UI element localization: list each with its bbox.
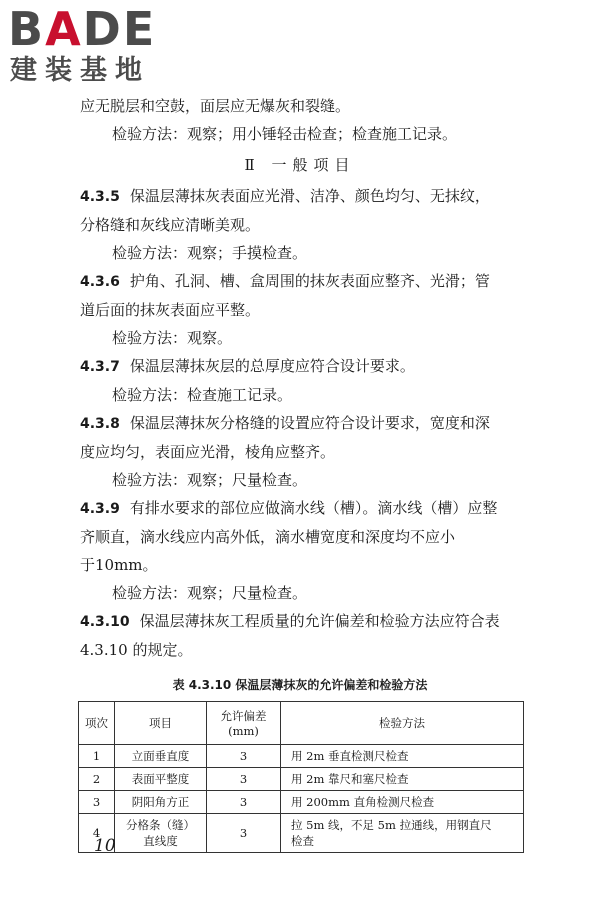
logo-subtitle: 建装基地 (10, 55, 150, 86)
table-row (79, 814, 524, 853)
clause-text: 保温层薄抹灰表面应光滑、洁净、颜色均匀、无抹纹， (129, 187, 490, 205)
clause-text: 保温层薄抹灰工程质量的允许偏差和检验方法应符合表 (139, 612, 500, 630)
table-row (79, 791, 524, 814)
clause-text-continued: 道后面的抹灰表面应平整。 (80, 301, 261, 319)
row-index: 1 (79, 745, 115, 768)
clause-text-continued: 4.3.10 的规定。 (80, 641, 193, 659)
clause-4-3-7 (80, 352, 520, 381)
row-item-line2: 直线度 (143, 834, 178, 848)
logo-brand-text: BADE (8, 2, 157, 56)
section-title: Ⅱ 一般项目 (244, 156, 356, 174)
clause-number: 4.3.9 (80, 501, 120, 517)
row-tolerance: 3 (207, 768, 281, 791)
row-index: 3 (79, 791, 115, 814)
clause-4-3-5 (80, 182, 520, 211)
row-method: 用 2m 靠尺和塞尺检查 (281, 768, 524, 791)
clause-method: 检验方法：检查施工记录。 (112, 386, 293, 404)
clause-method: 检验方法：观察。 (112, 329, 233, 347)
table-caption: 表 4.3.10 保温层薄抹灰的允许偏差和检验方法 (172, 678, 428, 692)
table-row (79, 745, 524, 768)
row-item: 表面平整度 (115, 768, 207, 791)
clause-4-3-10 (80, 607, 520, 636)
lead-text: 应无脱层和空鼓，面层应无爆灰和裂缝。 (80, 97, 351, 115)
clause-text: 保温层薄抹灰层的总厚度应符合设计要求。 (129, 357, 415, 375)
header-tolerance-unit: (mm) (228, 724, 259, 738)
clause-4-3-6 (80, 267, 520, 296)
header-tolerance-label: 允许偏差 (220, 709, 267, 723)
row-method (281, 814, 524, 853)
row-method-line1: 拉 5m 线，不足 5m 拉通线，用钢直尺 (291, 818, 492, 832)
row-tolerance: 3 (207, 814, 281, 853)
clause-number: 4.3.8 (80, 416, 120, 432)
clause-method: 检验方法：观察；尺量检查。 (112, 584, 308, 602)
row-index: 4 (79, 814, 115, 853)
header-tolerance (207, 702, 281, 745)
header-index: 项次 (79, 702, 115, 745)
clause-text-continued: 齐顺直，滴水线应内高外低，滴水槽宽度和深度均不应小 (80, 528, 456, 546)
clause-method: 检验方法：观察；手摸检查。 (112, 244, 308, 262)
clause-text-continued: 分格缝和灰线应清晰美观。 (80, 216, 261, 234)
brand-logo (8, 4, 156, 88)
clause-number: 4.3.10 (80, 614, 130, 630)
page-content (80, 92, 520, 853)
clause-text: 护角、孔洞、槽、盒周围的抹灰表面应整齐、光滑；管 (129, 272, 490, 290)
row-index: 2 (79, 768, 115, 791)
row-item: 立面垂直度 (115, 745, 207, 768)
page-number: 10 (94, 836, 116, 856)
clause-text-continued: 度应均匀，表面应光滑，棱角应整齐。 (80, 443, 336, 461)
clause-text: 保温层薄抹灰分格缝的设置应符合设计要求，宽度和深 (129, 414, 490, 432)
row-method: 用 200mm 直角检测尺检查 (281, 791, 524, 814)
row-tolerance: 3 (207, 745, 281, 768)
lead-method: 检验方法：观察；用小锤轻击检查；检查施工记录。 (112, 125, 458, 143)
clause-text: 有排水要求的部位应做滴水线（槽）。滴水线（槽）应整 (129, 499, 498, 517)
clause-number: 4.3.6 (80, 274, 120, 290)
clause-4-3-9 (80, 494, 520, 523)
tolerance-table (78, 701, 524, 853)
clause-number: 4.3.7 (80, 359, 120, 375)
header-method: 检验方法 (281, 702, 524, 745)
clause-4-3-8 (80, 409, 520, 438)
row-item-line1: 分格条（缝） (126, 818, 195, 832)
clause-text-continued: 于10mm。 (80, 556, 158, 574)
row-item: 阴阳角方正 (115, 791, 207, 814)
row-method: 用 2m 垂直检测尺检查 (281, 745, 524, 768)
table-row (79, 768, 524, 791)
table-header-row (79, 702, 524, 745)
clause-method: 检验方法：观察；尺量检查。 (112, 471, 308, 489)
row-method-line2: 检查 (291, 834, 314, 848)
row-tolerance: 3 (207, 791, 281, 814)
header-item: 项目 (115, 702, 207, 745)
clause-number: 4.3.5 (80, 189, 120, 205)
row-item (115, 814, 207, 853)
